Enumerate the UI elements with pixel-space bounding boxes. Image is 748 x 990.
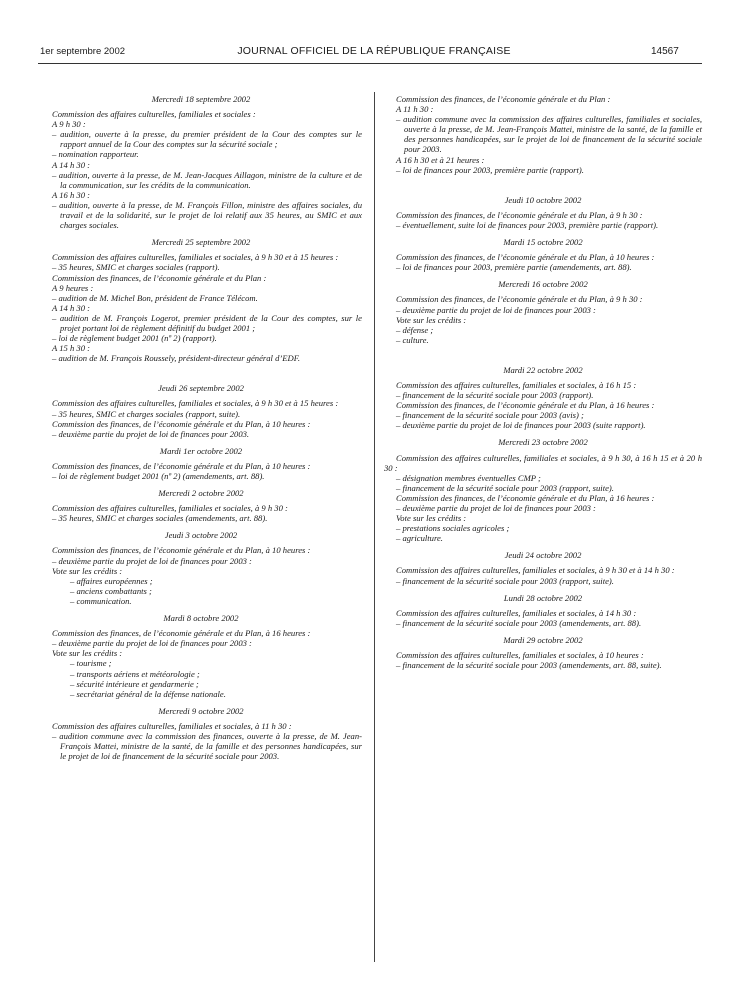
agenda-item: – deuxième partie du projet de loi de finances pour 2003 (suite rapport). [396, 420, 646, 431]
committee-line: Commission des finances, de l’économie générale et du Plan, à 10 heures : [52, 545, 311, 556]
agenda-item: – audition, ouverte à la presse, de M. Jean-Jacques Aillagon, ministre de la culture et de la communication, sur les crédits de la communication. [52, 169, 362, 190]
committee-line: Commission des affaires culturelles, familiales et sociales, à 9 h 30 et à 15 heures : [52, 398, 339, 409]
agenda-day [384, 365, 702, 431]
day-heading: Mardi 29 octobre 2002 [503, 634, 583, 645]
day-heading: Mercredi 16 octobre 2002 [498, 279, 588, 290]
vote-label: Vote sur les crédits : [396, 513, 467, 524]
committee-line: Commission des finances, de l’économie générale et du Plan : [52, 272, 267, 283]
agenda-item: – audition de M. François Logerot, premier président de la Cour des comptes, sur le projet portant loi de règlement définitif du budget 2001 ; [52, 312, 362, 333]
page-number: 14567 [651, 46, 679, 57]
time-line: A 14 h 30 : [52, 302, 91, 313]
day-heading: Mardi 15 octobre 2002 [503, 237, 583, 248]
agenda-item: – loi de règlement budget 2001 (nº 2) (rapport). [52, 333, 217, 344]
committee-line: Commission des finances, de l’économie générale et du Plan : [396, 94, 611, 104]
agenda-item: – audition, ouverte à la presse, de M. François Fillon, ministre des affaires sociales, du travail et de la solidarité, sur le projet de loi relatif aux 35 heures, au SMIC et aux charges sociales. [52, 199, 362, 231]
agenda-item: – audition de M. Michel Bon, président de France Télécom. [52, 292, 258, 303]
agenda-item: – audition commune avec la commission des finances, ouverte à la presse, de M. Jean-François Mattei, ministre de la santé, de la famille et des personnes handicapées, sur le projet de loi de financement de la sécurité sociale pour 2003. [52, 730, 362, 762]
agenda-day [384, 94, 702, 175]
agenda-item: – loi de finances pour 2003, première partie (rapport). [396, 164, 584, 175]
agenda-item: – audition de M. François Roussely, président-directeur général d’EDF. [52, 353, 300, 364]
agenda-item: – financement de la sécurité sociale pour 2003 (rapport). [396, 390, 594, 401]
agenda-day [384, 593, 702, 628]
section-gap [384, 182, 702, 195]
time-line: A 9 heures : [52, 282, 94, 293]
committee-line: Commission des affaires culturelles, familiales et sociales, à 10 heures : [396, 650, 644, 661]
header-title: JOURNAL OFFICIEL DE LA RÉPUBLIQUE FRANÇAISE [237, 45, 511, 57]
committee-line: Commission des finances, de l’économie générale et du Plan, à 16 heures : [396, 492, 655, 503]
agenda-item: – financement de la sécurité sociale pour 2003 (amendements, art. 88). [396, 617, 642, 628]
time-line: A 15 h 30 : [52, 343, 91, 354]
header-date: 1er septembre 2002 [40, 46, 126, 57]
agenda-day [40, 530, 362, 606]
agenda-day [40, 94, 362, 230]
agenda-day [40, 613, 362, 699]
agenda-item: – loi de finances pour 2003, première partie (amendements, art. 88). [396, 262, 632, 273]
committee-line: Commission des affaires culturelles, familiales et sociales, à 16 h 15 : [396, 379, 637, 390]
section-gap [384, 352, 702, 365]
day-heading: Jeudi 26 septembre 2002 [158, 383, 244, 394]
credit-item: – transports aériens et météorologie ; [70, 668, 200, 679]
credit-item: – secrétariat général de la défense nationale. [70, 688, 226, 699]
left-column [40, 94, 362, 768]
agenda-item: – financement de la sécurité sociale pour 2003 (rapport, suite). [396, 482, 614, 493]
right-column [384, 94, 702, 677]
agenda-day [384, 635, 702, 670]
day-heading: Mercredi 23 octobre 2002 [498, 437, 588, 448]
agenda-item: – éventuellement, suite loi de finances pour 2003, première partie (rapport). [396, 219, 659, 230]
agenda-item: – 35 heures, SMIC et charges sociales (amendements, art. 88). [52, 513, 268, 524]
time-line: A 16 h 30 : [52, 189, 91, 200]
agenda-day [384, 437, 702, 543]
page-header [0, 44, 748, 64]
time-line: A 9 h 30 : [52, 119, 86, 130]
day-heading: Mercredi 18 septembre 2002 [151, 94, 251, 104]
agenda-item: – nomination rapporteur. [52, 149, 139, 160]
agenda-day [40, 237, 362, 363]
committee-line: Commission des finances, de l’économie générale et du Plan, à 16 heures : [396, 400, 655, 411]
agenda-item: – financement de la sécurité sociale pour 2003 (avis) ; [396, 410, 584, 421]
committee-line: Commission des affaires culturelles, familiales et sociales : [52, 109, 256, 120]
agenda-item: – deuxième partie du projet de loi de finances pour 2003 : [52, 638, 252, 649]
day-heading: Mercredi 25 septembre 2002 [151, 237, 251, 248]
vote-label: Vote sur les crédits : [52, 648, 123, 659]
committee-line: Commission des affaires culturelles, familiales et sociales, à 9 h 30 : [52, 503, 288, 514]
column-divider [374, 92, 375, 962]
agenda-item: – culture. [396, 334, 429, 345]
day-heading: Jeudi 10 octobre 2002 [504, 194, 582, 205]
agenda-day [384, 195, 702, 230]
day-heading: Mardi 1er octobre 2002 [159, 445, 243, 456]
committee-line: Commission des finances, de l’économie générale et du Plan, à 16 heures : [52, 628, 311, 639]
credit-item: – affaires européennes ; [70, 575, 153, 586]
committee-line: Commission des finances, de l’économie générale et du Plan, à 10 heures : [396, 252, 655, 263]
agenda-item: – audition commune avec la commission des affaires culturelles, familiales et sociales, ouverte à la presse, de M. Jean-François Mattei, ministre de la santé, de la famille et des personnes handicapées, sur le projet de loi de financement de la sécurité sociale pour 2003. [396, 114, 702, 155]
day-heading: Mardi 8 octobre 2002 [163, 613, 239, 624]
committee-line: Commission des affaires culturelles, familiales et sociales, à 9 h 30 et à 15 heures : [52, 252, 339, 263]
time-line: A 16 h 30 et à 21 heures : [396, 154, 485, 165]
agenda-item: – deuxième partie du projet de loi de finances pour 2003 : [52, 555, 252, 566]
credit-item: – tourisme ; [70, 658, 112, 669]
agenda-item: – deuxième partie du projet de loi de finances pour 2003. [52, 428, 250, 439]
agenda-item: – deuxième partie du projet de loi de finances pour 2003 : [396, 304, 596, 315]
agenda-day [40, 706, 362, 761]
committee-line: Commission des affaires culturelles, familiales et sociales, à 11 h 30 : [52, 720, 292, 731]
agenda-item: – audition, ouverte à la presse, du premier président de la Cour des comptes sur le rapport annuel de la Cour des comptes sur la sécurité sociale ; [52, 129, 362, 150]
committee-line: Commission des finances, de l’économie générale et du Plan, à 10 heures : [52, 418, 311, 429]
agenda-item: – deuxième partie du projet de loi de finances pour 2003 : [396, 503, 596, 513]
day-heading: Jeudi 3 octobre 2002 [164, 530, 238, 541]
committee-line: Commission des finances, de l’économie générale et du Plan, à 9 h 30 : [396, 294, 643, 305]
committee-line: Commission des affaires culturelles, familiales et sociales, à 9 h 30 et à 14 h 30 : [396, 565, 675, 576]
agenda-item: – défense ; [396, 324, 434, 335]
agenda-item: – 35 heures, SMIC et charges sociales (rapport, suite). [52, 408, 241, 419]
day-heading: Jeudi 24 octobre 2002 [504, 550, 582, 561]
committee-line: Commission des finances, de l’économie générale et du Plan, à 9 h 30 : [396, 209, 643, 220]
agenda-item: – prestations sociales agricoles ; [396, 523, 510, 534]
agenda-item: – désignation membres éventuelles CMP ; [396, 472, 541, 483]
agenda-item: – 35 heures, SMIC et charges sociales (rapport). [52, 262, 220, 273]
committee-line: Commission des affaires culturelles, familiales et sociales, à 14 h 30 : [396, 607, 637, 618]
day-heading: Mercredi 9 octobre 2002 [158, 705, 244, 716]
day-heading: Mardi 22 octobre 2002 [503, 364, 583, 375]
time-line: A 11 h 30 : [396, 104, 434, 115]
agenda-day [384, 279, 702, 345]
vote-label: Vote sur les crédits : [52, 565, 123, 576]
vote-label: Vote sur les crédits : [396, 314, 467, 325]
credit-item: – anciens combattants ; [70, 585, 152, 596]
agenda-item: – agriculture. [396, 533, 443, 544]
committee-line: Commission des affaires culturelles, familiales et sociales, à 9 h 30, à 16 h 15 et à 20 h 30 : [384, 452, 702, 473]
agenda-item: – financement de la sécurité sociale pour 2003 (rapport, suite). [396, 575, 614, 586]
agenda-item: – loi de règlement budget 2001 (nº 2) (amendements, art. 88). [52, 471, 265, 481]
agenda-day [40, 446, 362, 481]
credit-item: – sécurité intérieure et gendarmerie ; [70, 678, 199, 689]
day-heading: Lundi 28 octobre 2002 [503, 592, 583, 603]
committee-line: Commission des finances, de l’économie générale et du Plan, à 10 heures : [52, 460, 311, 471]
section-gap [40, 370, 362, 383]
agenda-item: – financement de la sécurité sociale pour 2003 (amendements, art. 88, suite). [396, 660, 662, 671]
header-rule [38, 63, 702, 64]
agenda-day [384, 550, 702, 585]
agenda-day [384, 237, 702, 272]
credit-item: – communication. [70, 595, 132, 606]
time-line: A 14 h 30 : [52, 159, 91, 170]
day-heading: Mercredi 2 octobre 2002 [158, 488, 244, 499]
agenda-day [40, 488, 362, 523]
agenda-day [40, 383, 362, 438]
